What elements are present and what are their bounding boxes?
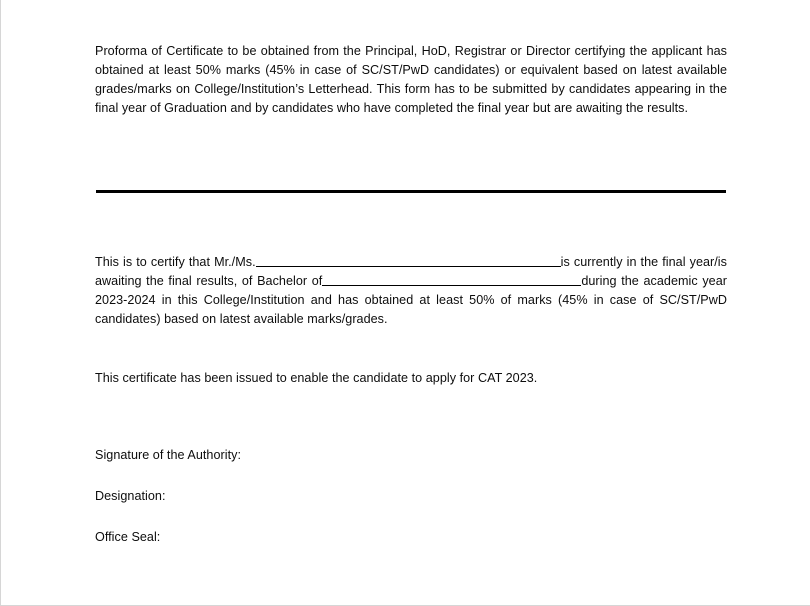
certify-segment-3: during the academic year 2023-2024 in this College/Institution and has obtained at least 50% of marks (45% in case of SC/ST/PwD candidates) based on latest available marks/grades.: [95, 274, 727, 326]
certify-segment-1: This is to certify that Mr./Ms.: [95, 255, 256, 269]
intro-paragraph: Proforma of Certificate to be obtained from the Principal, HoD, Registrar or Director certifying the applicant has obtained at least 50% marks (45% in case of SC/ST/PwD candidates) or equivalent based on latest available grades/marks on College/Institution’s Letterhead. This form has to be submitted by candidates appearing in the final year of Graduation and by candidates who have completed the final year but are awaiting the results.: [95, 44, 727, 115]
certify-paragraph-container: [95, 253, 727, 329]
certify-segment-2: is currently in the final year/is awaiting the final results, of Bachelor of: [95, 255, 727, 288]
intro-paragraph-container: [95, 42, 727, 118]
horizontal-separator-rule: [96, 190, 726, 193]
candidate-name-blank[interactable]: [256, 253, 561, 267]
signature-of-authority-label: Signature of the Authority:: [95, 448, 241, 462]
issued-statement-container: [95, 369, 727, 388]
certify-paragraph: [95, 253, 727, 329]
signature-block: [95, 447, 495, 545]
degree-name-blank[interactable]: [322, 272, 581, 286]
designation-label: Designation:: [95, 489, 166, 503]
issued-statement: This certificate has been issued to enable the candidate to apply for CAT 2023.: [95, 371, 538, 385]
office-seal-label: Office Seal:: [95, 530, 161, 544]
